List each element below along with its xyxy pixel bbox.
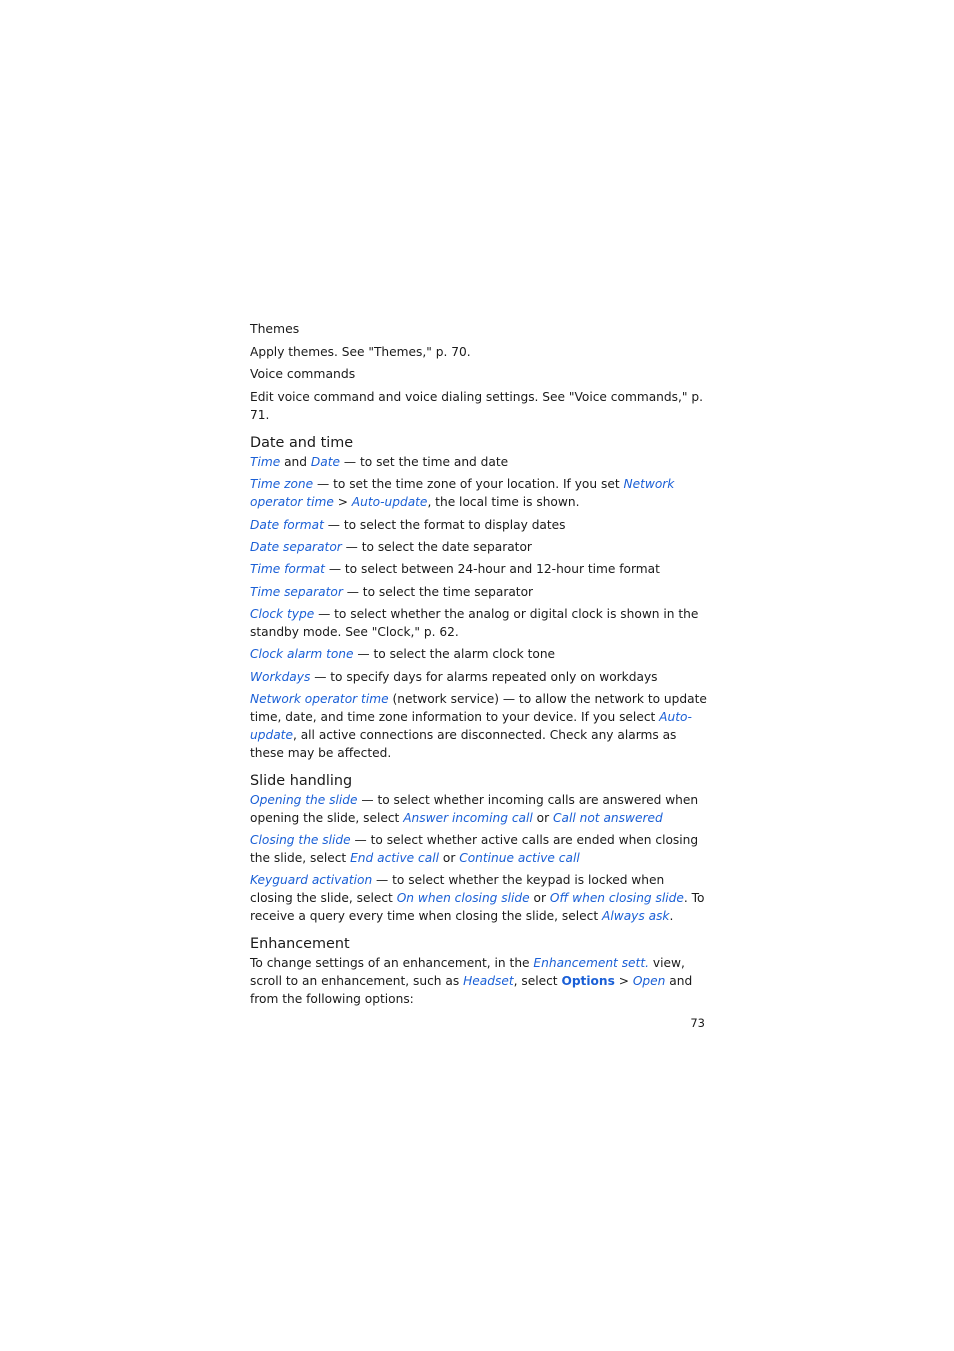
page-number: 73 <box>690 1016 705 1030</box>
enhancement-sett-link[interactable]: Enhancement sett. <box>533 956 649 970</box>
options-softkey[interactable]: Options <box>561 974 615 988</box>
keyguard-activation-item: Keyguard activation — to select whether the keypad is locked when closing the slide, select On when closing slide or Off when closing slide. To receive a query every time when closing the slide, select Always ask. <box>250 873 705 923</box>
enhancement-text: To change settings of an enhancement, in the Enhancement sett. view, scroll to an enhancement, such as Headset, select Options > Open and from the following options: <box>250 956 693 1006</box>
open-link[interactable]: Open <box>632 974 666 988</box>
clock-type-link[interactable]: Clock type <box>250 607 315 621</box>
auto-update-link[interactable]: Auto-update <box>351 495 428 509</box>
time-link[interactable]: Time <box>250 455 281 469</box>
time-date-item: Time and Date — to set the time and date <box>250 455 509 469</box>
always-ask-link[interactable]: Always ask <box>602 909 670 923</box>
continue-active-call-link[interactable]: Continue active call <box>459 851 580 865</box>
network-operator-time-item: Network operator time (network service) — to allow the network to update time, date, and time zone information to your device. If you select Auto-update, all active connections are disconnected. Check any alarms as these may be affected. <box>250 692 707 760</box>
opening-the-slide-link[interactable]: Opening the slide <box>250 793 358 807</box>
answer-incoming-call-link[interactable]: Answer incoming call <box>403 811 533 825</box>
page-content <box>250 320 708 1008</box>
end-active-call-link[interactable]: End active call <box>350 851 439 865</box>
enhancement-heading: Enhancement <box>250 936 350 952</box>
date-separator-item: Date separator — to select the date separator <box>250 540 532 554</box>
network-operator-time-link-2[interactable]: Network operator time <box>250 692 389 706</box>
time-zone-link[interactable]: Time zone <box>250 477 314 491</box>
time-separator-item: Time separator — to select the time separator <box>250 585 534 599</box>
network-operator-time-link[interactable]: Network operator time <box>250 477 675 509</box>
workdays-item: Workdays — to specify days for alarms repeated only on workdays <box>250 670 658 684</box>
keyguard-activation-link[interactable]: Keyguard activation <box>250 873 373 887</box>
time-format-item: Time format — to select between 24-hour and 12-hour time format <box>250 562 660 576</box>
clock-alarm-tone-link[interactable]: Clock alarm tone <box>250 647 354 661</box>
slide-handling-heading: Slide handling <box>250 773 353 789</box>
call-not-answered-link[interactable]: Call not answered <box>553 811 663 825</box>
voice-commands-heading: Voice commands <box>250 366 356 381</box>
themes-heading: Themes <box>250 321 300 336</box>
opening-slide-item: Opening the slide — to select whether incoming calls are answered when opening the slide, select Answer incoming call or Call not answered <box>250 793 699 825</box>
voice-commands-text: Edit voice command and voice dialing settings. See "Voice commands," p. 71. <box>250 390 703 422</box>
closing-slide-item: Closing the slide — to select whether active calls are ended when closing the slide, select End active call or Continue active call <box>250 833 699 865</box>
date-format-item: Date format — to select the format to display dates <box>250 518 566 532</box>
date-time-heading: Date and time <box>250 435 354 451</box>
themes-text: Apply themes. See "Themes," p. 70. <box>250 345 471 359</box>
date-link[interactable]: Date <box>310 455 341 469</box>
workdays-link[interactable]: Workdays <box>250 670 311 684</box>
date-separator-link[interactable]: Date separator <box>250 540 342 554</box>
date-format-link[interactable]: Date format <box>250 518 324 532</box>
time-zone-item: Time zone — to set the time zone of your location. If you set Network operator time > Auto-update, the local time is shown. <box>250 477 675 509</box>
time-separator-link[interactable]: Time separator <box>250 585 343 599</box>
auto-update-link-2[interactable]: Auto-update <box>250 710 692 742</box>
on-when-closing-slide-link[interactable]: On when closing slide <box>396 891 530 905</box>
time-format-link[interactable]: Time format <box>250 562 325 576</box>
headset-link[interactable]: Headset <box>463 974 514 988</box>
off-when-closing-slide-link[interactable]: Off when closing slide <box>549 891 684 905</box>
clock-alarm-tone-item: Clock alarm tone — to select the alarm clock tone <box>250 647 556 661</box>
clock-type-item: Clock type — to select whether the analog or digital clock is shown in the standby mode. See "Clock," p. 62. <box>250 607 699 639</box>
closing-the-slide-link[interactable]: Closing the slide <box>250 833 351 847</box>
